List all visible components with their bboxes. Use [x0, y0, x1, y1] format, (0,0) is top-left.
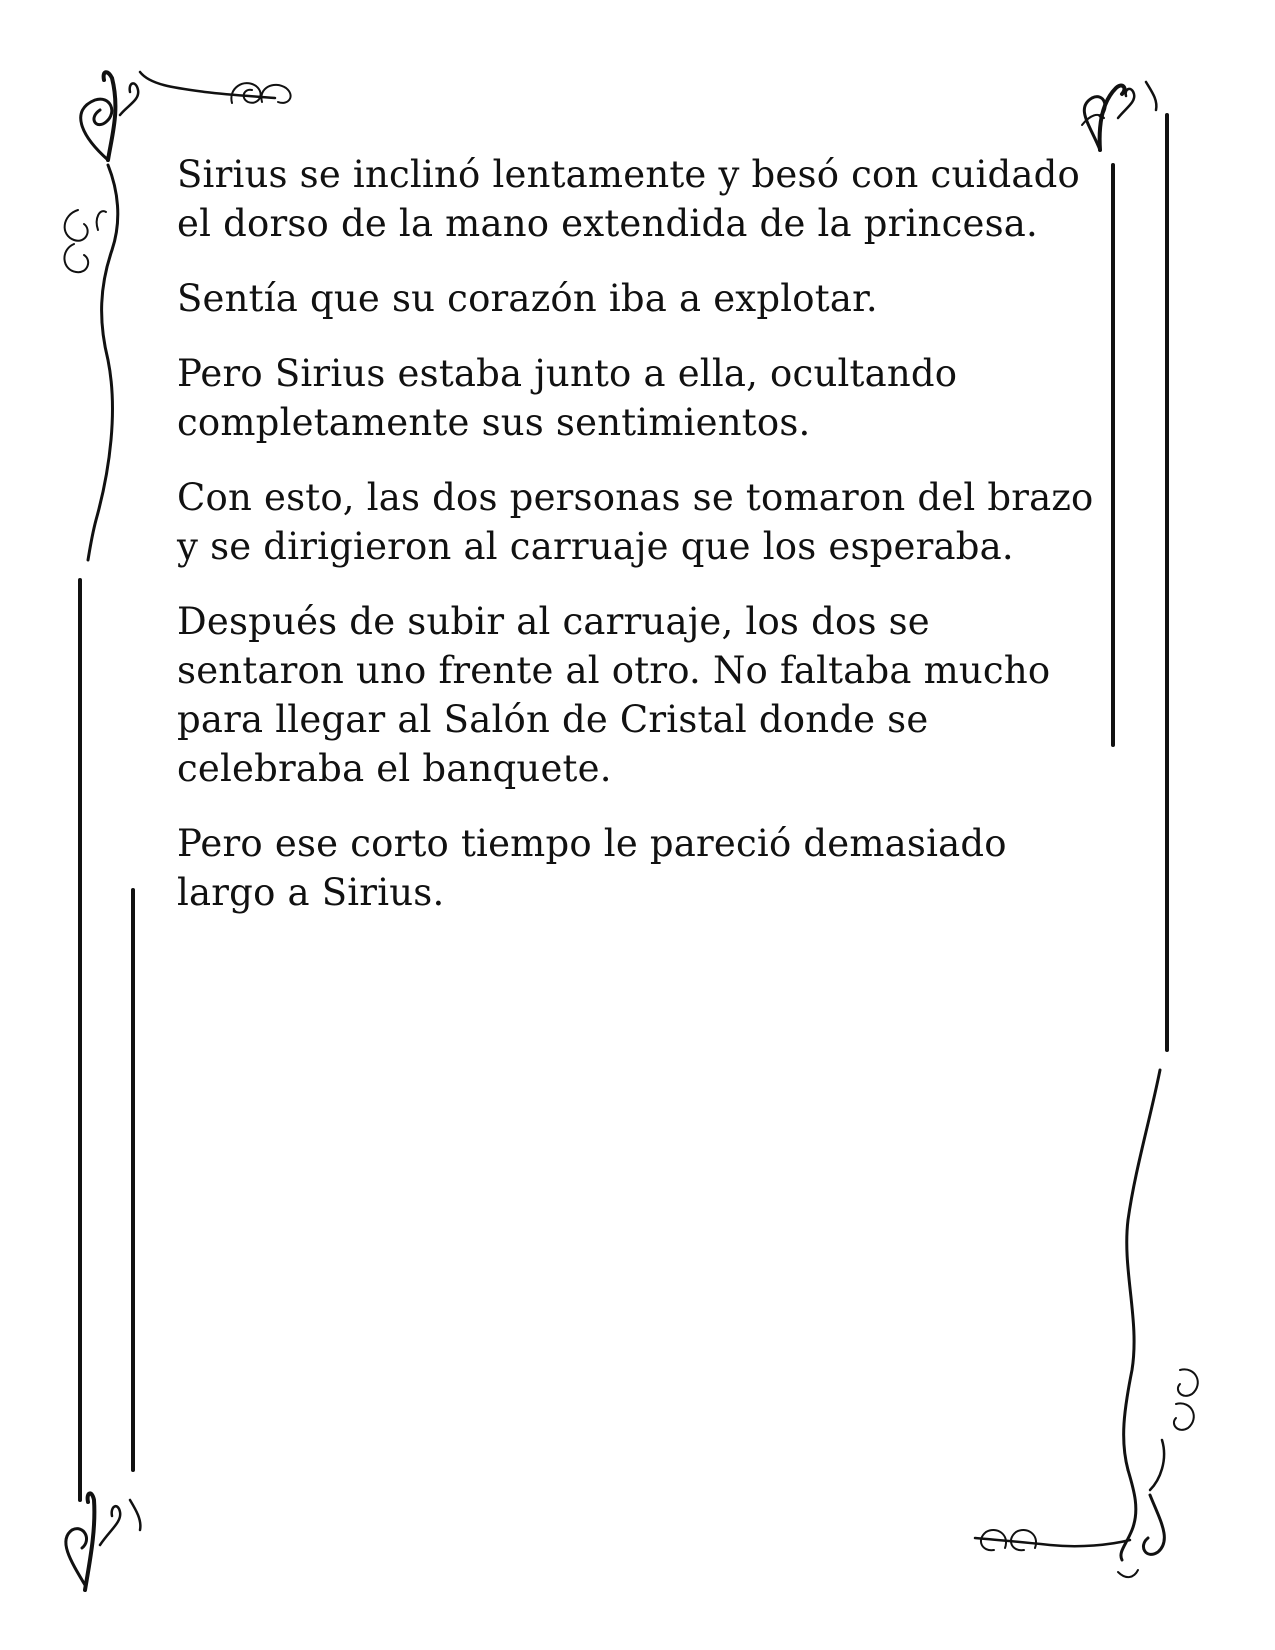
paragraph	[177, 150, 1107, 248]
text-line: para llegar al Salón de Cristal donde se	[177, 698, 929, 741]
text-line: Después de subir al carruaje, los dos se	[177, 600, 930, 643]
body-text	[177, 150, 1107, 943]
paragraph	[177, 349, 1107, 447]
text-line: Pero ese corto tiempo le pareció demasiado	[177, 822, 1007, 865]
paragraph	[177, 597, 1107, 793]
text-line: Sirius se inclinó lentamente y besó con cuidado	[177, 153, 1081, 196]
flourish-bottom-right-icon	[975, 1070, 1198, 1577]
text-line: largo a Sirius.	[177, 871, 445, 914]
text-line: y se dirigieron al carruaje que los esperaba.	[177, 525, 1014, 568]
flourish-bottom-left-icon	[66, 890, 141, 1590]
paragraph	[177, 819, 1107, 917]
text-line: completamente sus sentimientos.	[177, 401, 811, 444]
paragraph	[177, 274, 1107, 323]
text-line: celebraba el banquete.	[177, 747, 612, 790]
text-line: sentaron uno frente al otro. No faltaba mucho	[177, 649, 1051, 692]
text-line: Con esto, las dos personas se tomaron del brazo	[177, 476, 1094, 519]
text-line: el dorso de la mano extendida de la princesa.	[177, 202, 1039, 245]
text-line: Sentía que su corazón iba a explotar.	[177, 277, 878, 320]
text-line: Pero Sirius estaba junto a ella, ocultando	[177, 352, 958, 395]
paragraph	[177, 473, 1107, 571]
